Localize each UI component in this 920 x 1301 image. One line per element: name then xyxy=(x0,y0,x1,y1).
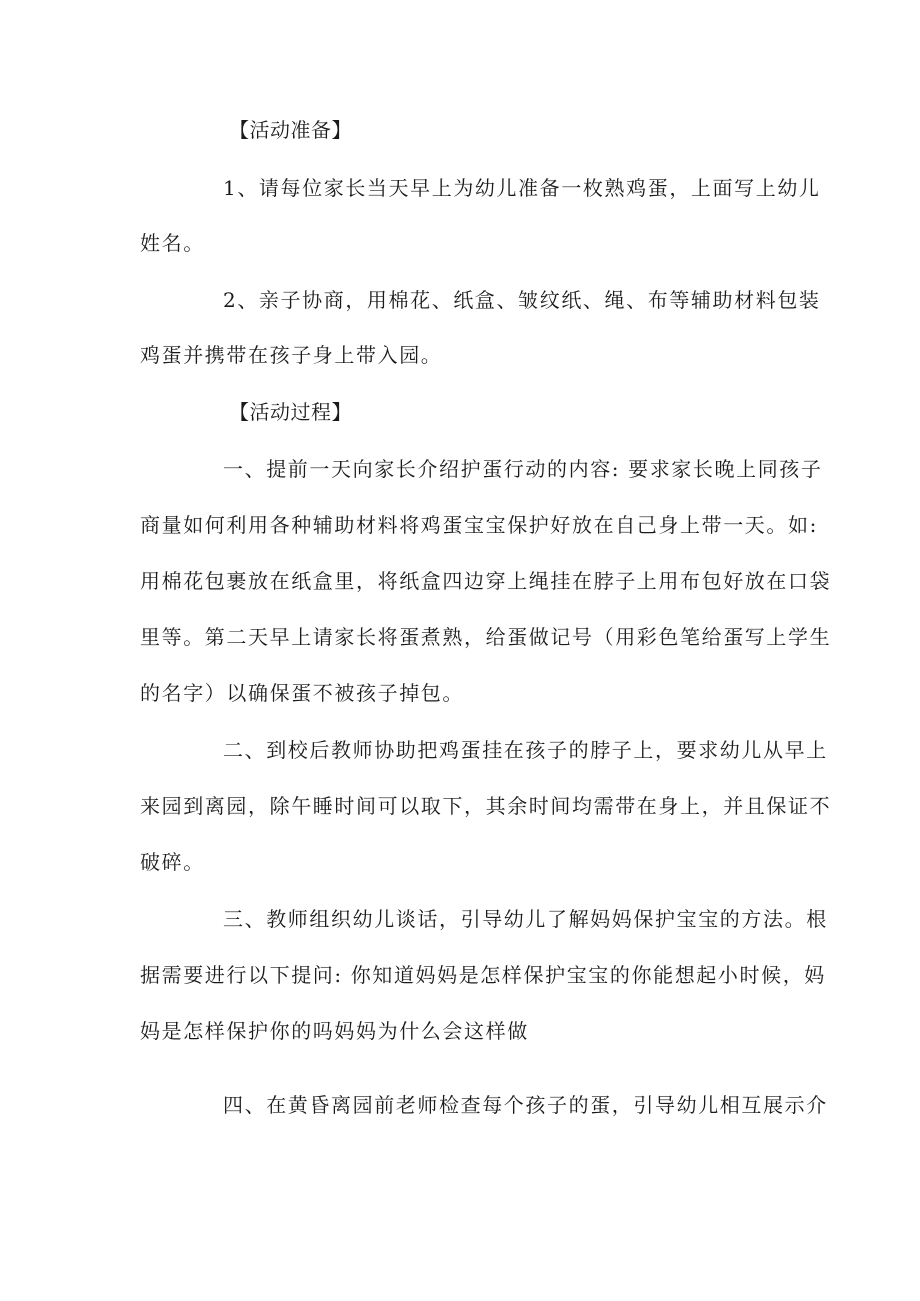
prep-item-1-line-2: 姓名。 xyxy=(140,231,205,255)
step-2-line-3: 破碎。 xyxy=(140,850,205,874)
step-1-line-3: 用棉花包裹放在纸盒里，将纸盒四边穿上绳挂在脖子上用布包好放在口袋 xyxy=(140,569,832,593)
step-3-line-3: 妈是怎样保护你的吗妈妈为什么会这样做 xyxy=(140,1019,529,1043)
step-3-line-1: 三、教师组织幼儿谈话，引导幼儿了解妈妈保护宝宝的方法。根 xyxy=(223,907,828,931)
step-1-line-2: 商量如何利用各种辅助材料将鸡蛋宝宝保护好放在自己身上带一天。如: xyxy=(140,513,818,537)
step-3-line-2: 据需要进行以下提问: 你知道妈妈是怎样保护宝宝的你能想起小时候，妈 xyxy=(140,963,826,987)
step-2-line-1: 二、到校后教师协助把鸡蛋挂在孩子的脖子上，要求幼儿从早上 xyxy=(223,738,828,762)
section-heading-process: 【活动过程】 xyxy=(229,400,352,424)
prep-item-1-line-1: 1、请每位家长当天早上为幼儿准备一枚熟鸡蛋，上面写上幼儿 xyxy=(223,176,821,200)
step-1-line-4: 里等。第二天早上请家长将蛋煮熟，给蛋做记号（用彩色笔给蛋写上学生 xyxy=(140,625,832,649)
step-1-line-1: 一、提前一天向家长介绍护蛋行动的内容: 要求家长晚上同孩子 xyxy=(223,457,823,481)
step-2-line-2: 来园到离园，除午睡时间可以取下，其余时间均需带在身上，并且保证不 xyxy=(140,794,832,818)
prep-item-2-line-2: 鸡蛋并携带在孩子身上带入园。 xyxy=(140,343,443,367)
step-1-line-5: 的名字）以确保蛋不被孩子掉包。 xyxy=(140,681,464,705)
prep-item-2-line-1: 2、亲子协商，用棉花、纸盒、皱纹纸、绳、布等辅助材料包装 xyxy=(223,288,821,312)
section-heading-prep: 【活动准备】 xyxy=(229,118,352,142)
step-4-line-1: 四、在黄昏离园前老师检查每个孩子的蛋，引导幼儿相互展示介 xyxy=(223,1093,828,1117)
